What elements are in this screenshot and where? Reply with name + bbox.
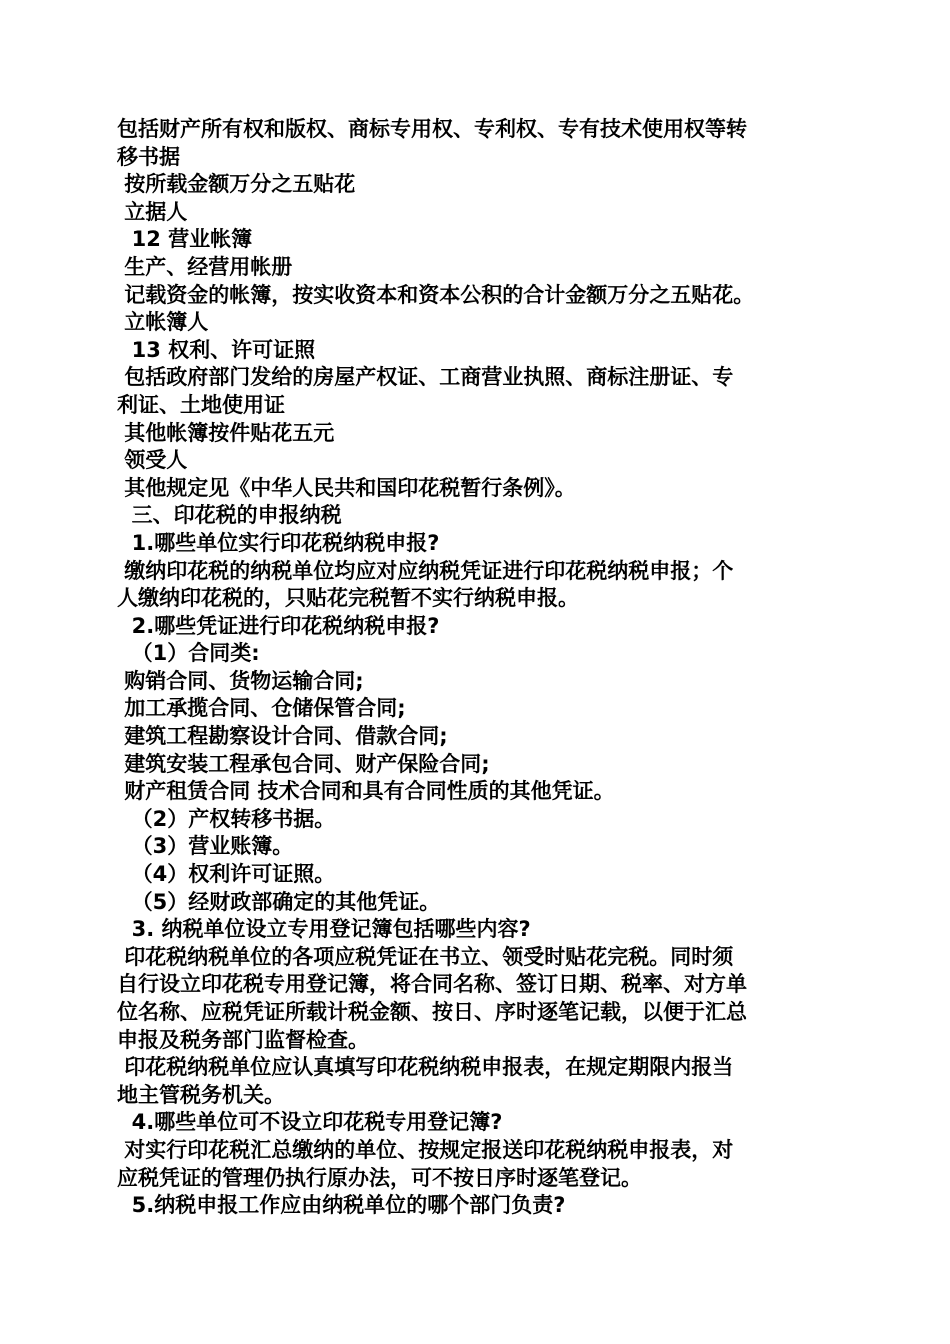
text-line: 财产租赁合同 技术合同和具有合同性质的其他凭证。: [117, 779, 615, 804]
list-item: （1）合同类:: [117, 641, 260, 666]
text-line: 包括政府部门发给的房屋产权证、工商营业执照、商标注册证、专: [117, 365, 734, 390]
text-line: 其他规定见《中华人民共和国印花税暂行条例》。: [117, 475, 576, 500]
text-line: 购销合同、货物运输合同;: [117, 668, 364, 693]
question-heading: 5.纳税申报工作应由纳税单位的哪个部门负责?: [117, 1193, 566, 1218]
text-line: 印花税纳税单位的各项应税凭证在书立、领受时贴花完税。同时须: [117, 944, 734, 969]
text-line: 利证、土地使用证: [117, 392, 285, 417]
text-line: 对实行印花税汇总缴纳的单位、按规定报送印花税纳税申报表，对: [117, 1137, 734, 1162]
question-heading: 3. 纳税单位设立专用登记簿包括哪些内容?: [117, 917, 531, 942]
text-line: 按所载金额万分之五贴花: [117, 172, 356, 197]
list-item: （3）营业账簿。: [117, 834, 294, 859]
text-line: 立据人: [117, 199, 188, 224]
document-page: [117, 116, 837, 1220]
text-line: 地主管税务机关。: [117, 1082, 285, 1107]
text-line: 建筑安装工程承包合同、财产保险合同;: [117, 751, 490, 776]
text-line: 加工承揽合同、仓储保管合同;: [117, 696, 406, 721]
text-line: 12 营业帐簿: [117, 227, 253, 252]
question-heading: 2.哪些凭证进行印花税纳税申报?: [117, 613, 440, 638]
text-line: 包括财产所有权和版权、商标专用权、专利权、专有技术使用权等转: [117, 117, 747, 141]
text-line: 其他帐簿按件贴花五元: [117, 420, 335, 445]
list-item: （4）权利许可证照。: [117, 862, 336, 887]
text-line: 应税凭证的管理仍执行原办法，可不按日序时逐笔登记。: [117, 1165, 642, 1190]
question-heading: 1.哪些单位实行印花税纳税申报?: [117, 530, 440, 555]
text-line: 自行设立印花税专用登记簿，将合同名称、签订日期、税率、对方单: [117, 972, 747, 997]
text-line: 13 权利、许可证照: [117, 337, 316, 362]
text-line: 移书据: [117, 144, 180, 169]
text-line: 缴纳印花税的纳税单位均应对应纳税凭证进行印花税纳税申报；个: [117, 558, 734, 583]
list-item: （5）经财政部确定的其他凭证。: [117, 889, 441, 914]
section-heading: 三、印花税的申报纳税: [117, 503, 342, 528]
text-line: 领受人: [117, 448, 188, 473]
text-line: 人缴纳印花税的，只贴花完税暂不实行纳税申报。: [117, 586, 579, 611]
list-item: （2）产权转移书据。: [117, 806, 336, 831]
text-line: 记载资金的帐簿，按实收资本和资本公积的合计金额万分之五贴花。: [117, 282, 755, 307]
text-line: 立帐簿人: [117, 310, 209, 335]
text-line: 印花税纳税单位应认真填写印花税纳税申报表，在规定期限内报当: [117, 1055, 734, 1080]
question-heading: 4.哪些单位可不设立印花税专用登记簿?: [117, 1110, 503, 1135]
text-line: 建筑工程勘察设计合同、借款合同;: [117, 724, 448, 749]
text-line: 生产、经营用帐册: [117, 254, 293, 279]
text-line: 位名称、应税凭证所载计税金额、按日、序时逐笔记载，以便于汇总: [117, 1000, 747, 1024]
text-line: 申报及税务部门监督检查。: [117, 1027, 369, 1052]
